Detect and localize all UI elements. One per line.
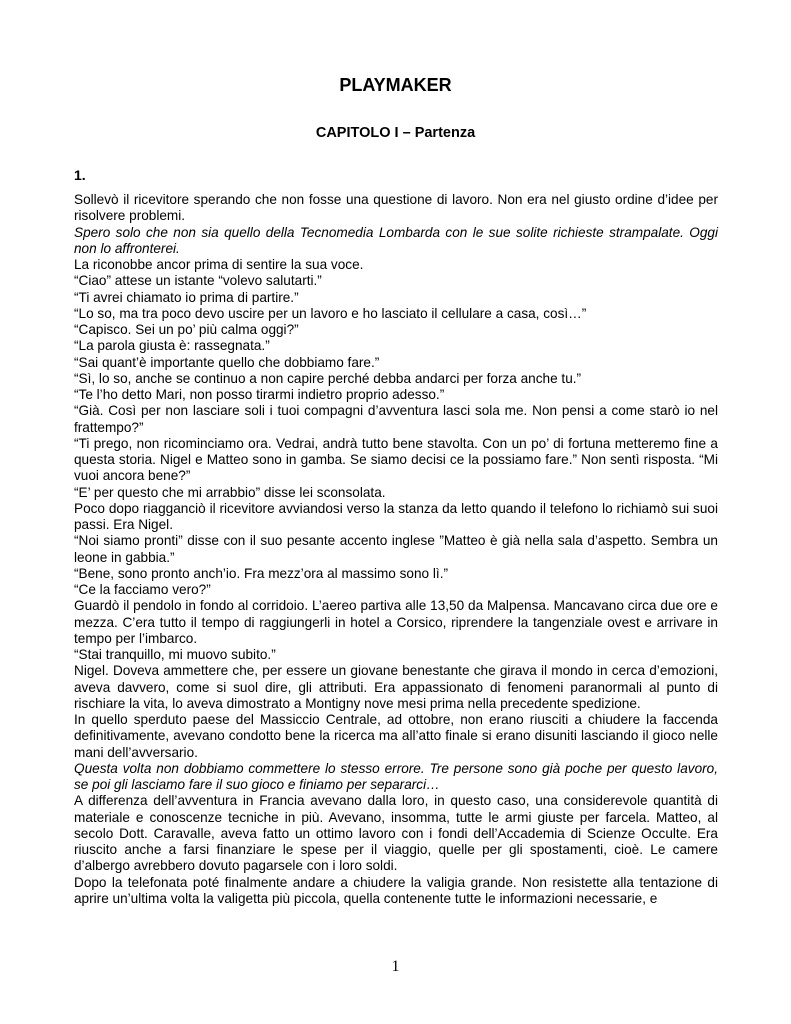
paragraph: “Lo so, ma tra poco devo uscire per un lavoro e ho lasciato il cellulare a casa, così…” bbox=[74, 305, 587, 321]
paragraph: “Ce la facciamo vero?” bbox=[74, 582, 211, 597]
paragraph: “Te l’ho detto Mari, non posso tirarmi indietro proprio adesso.” bbox=[74, 387, 445, 402]
section-number: 1. bbox=[74, 167, 86, 183]
paragraph: “E’ per questo che mi arrabbio” disse lei sconsolata. bbox=[74, 484, 386, 500]
paragraph: Nigel. Doveva ammettere che, per essere un giovane benestante che girava il mondo in cerca d’emozioni, aveva davvero, come si suol dire, gli attributi. Era appassionato di fenomeni paranormali al punto di rischiare la vita, lo aveva dimostrato a Montigny nove mesi prima nella precedente spedizione. bbox=[74, 663, 718, 711]
paragraph: “Ciao” attese un istante “volevo salutarti.” bbox=[74, 273, 322, 289]
paragraph: “Stai tranquillo, mi muovo subito.” bbox=[74, 647, 276, 662]
paragraph: Dopo la telefonata poté finalmente andare a chiudere la valigia grande. Non resistette alla tentazione di aprire un’ultima volta la valigetta più piccola, quella contenente tutte le informazioni necessarie, e bbox=[74, 874, 718, 906]
page-number: 1 bbox=[391, 958, 400, 975]
body-text bbox=[74, 192, 718, 907]
paragraph: La riconobbe ancor prima di sentire la sua voce. bbox=[74, 257, 364, 272]
document-title: PLAYMAKER bbox=[339, 75, 452, 95]
paragraph: Poco dopo riagganciò il ricevitore avviandosi verso la stanza da letto quando il telefono lo richiamò sui suoi passi. Era Nigel. bbox=[74, 500, 718, 532]
paragraph: “Ti prego, non ricominciamo ora. Vedrai, andrà tutto bene stavolta. Con un po’ di fortuna metteremo fine a questa storia. Nigel e Matteo sono in gamba. Se siamo decisi ce la possiamo fare.” Non sentì risposta. “Mi vuoi ancora bene?” bbox=[74, 435, 718, 484]
paragraph: “Sai quant’è importante quello che dobbiamo fare.” bbox=[74, 354, 380, 370]
paragraph: Guardò il pendolo in fondo al corridoio. L’aereo partiva alle 13,50 da Malpensa. Mancavano circa due ore e mezza. C’era tutto il tempo di raggiungerli in hotel a Corsico, riprendere la tangenziale ovest e arrivare in tempo per l’imbarco. bbox=[74, 598, 718, 646]
paragraph: “Capisco. Sei un po’ più calma oggi?” bbox=[74, 322, 299, 337]
paragraph: Spero solo che non sia quello della Tecnomedia Lombarda con le sue solite richieste strampalate. Oggi non lo affronterei. bbox=[74, 224, 718, 256]
paragraph: “Noi siamo pronti” disse con il suo pesante accento inglese ”Matteo è già nella sala d’aspetto. Sembra un leone in gabbia.” bbox=[74, 533, 718, 565]
paragraph: “Bene, sono pronto anch’io. Fra mezz’ora al massimo sono lì.” bbox=[74, 565, 448, 581]
paragraph: “Sì, lo so, anche se continuo a non capire perché debba andarci per forza anche tu.” bbox=[74, 370, 582, 386]
paragraph: Sollevò il ricevitore sperando che non fosse una questione di lavoro. Non era nel giusto ordine d’idee per risolvere problemi. bbox=[74, 192, 718, 224]
paragraph: “Già. Così per non lasciare soli i tuoi compagni d’avventura lasci sola me. Non pensi a come starò io nel frattempo?” bbox=[74, 403, 718, 435]
chapter-heading: CAPITOLO I – Partenza bbox=[315, 125, 476, 141]
paragraph: A differenza dell’avventura in Francia avevano dalla loro, in questo caso, una considerevole quantità di materiale e conoscenze tecniche in più. Avevano, insomma, tutte le armi giuste per farcela. Matteo, al secolo Dott. Caravalle, aveva fatto un ottimo lavoro con i fondi dell’Accademia di Scienze Occulte. Era riuscito anche a farsi finanziare le spese per il viaggio, quelle per gli spostamenti, cioè. Le camere d’albergo avrebbero dovuto pagarsele con i loro soldi. bbox=[74, 793, 718, 874]
paragraph: Questa volta non dobbiamo commettere lo stesso errore. Tre persone sono già poche per questo lavoro, se poi gli lasciamo fare il suo gioco e finiamo per separarci… bbox=[74, 760, 718, 792]
paragraph: “La parola giusta è: rassegnata.” bbox=[74, 338, 270, 354]
paragraph: “Ti avrei chiamato io prima di partire.” bbox=[74, 289, 299, 305]
paragraph: In quello sperduto paese del Massiccio Centrale, ad ottobre, non erano riusciti a chiudere la faccenda definitivamente, avevano condotto bene la ricerca ma all’atto finale si erano disuniti lasciando il gioco nelle mani dell’avversario. bbox=[74, 712, 718, 760]
